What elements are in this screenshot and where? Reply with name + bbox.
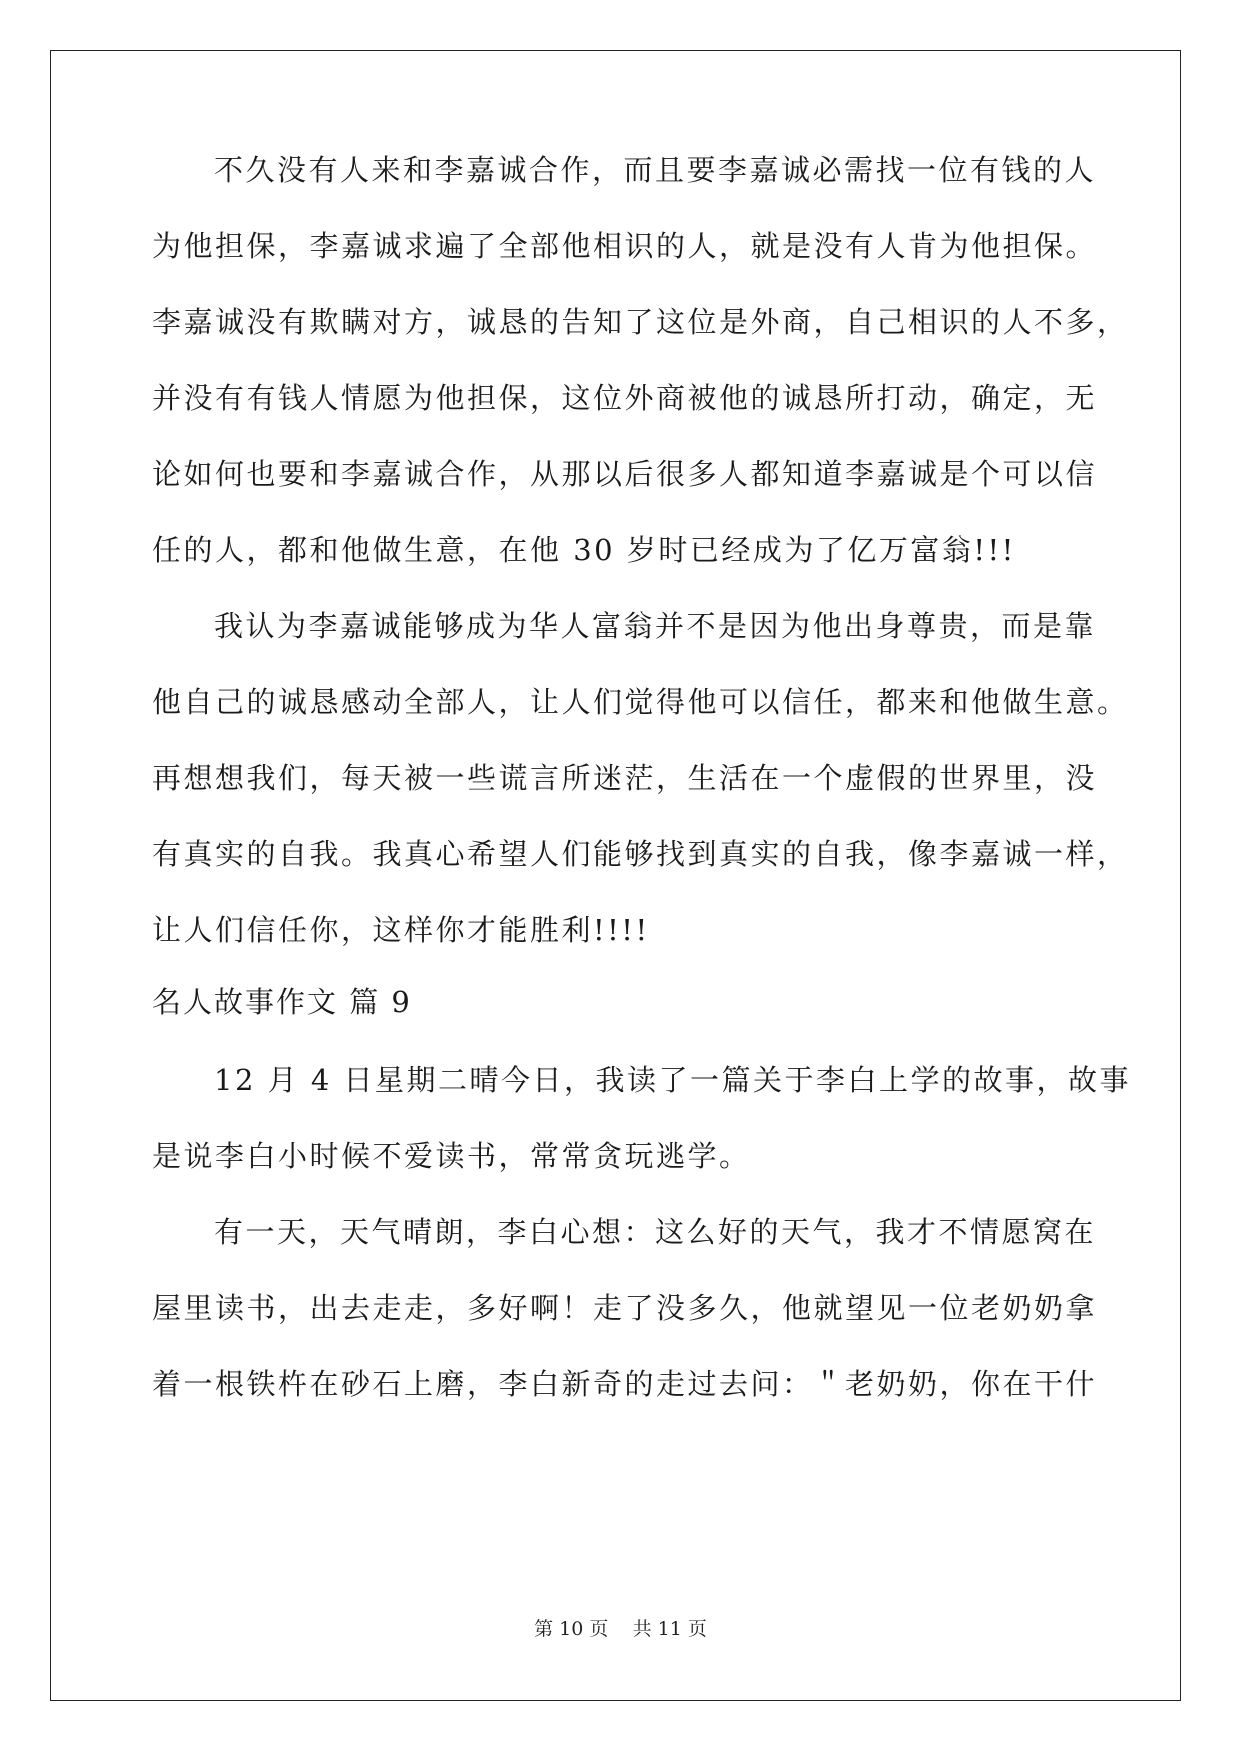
paragraph-line: 屋里读书，出去走走，多好啊！走了没多久，他就望见一位老奶奶拿 xyxy=(152,1291,1098,1325)
paragraph-line: 任的人，都和他做生意，在他 30 岁时已经成为了亿万富翁!!! xyxy=(152,533,1016,567)
page-number-total: 共 11 页 xyxy=(632,1618,707,1640)
paragraph-line: 并没有有钱人情愿为他担保，这位外商被他的诚恳所打动，确定，无 xyxy=(152,381,1098,415)
paragraph-line: 再想想我们，每天被一些谎言所迷茫，生活在一个虚假的世界里，没 xyxy=(152,761,1098,795)
footer-spacer xyxy=(608,1618,632,1640)
paragraph-line: 不久没有人来和李嘉诚合作，而且要李嘉诚必需找一位有钱的人 xyxy=(214,153,1097,187)
page-footer xyxy=(0,1617,1241,1641)
page-border xyxy=(50,50,1181,1701)
page-number-current: 第 10 页 xyxy=(534,1618,609,1640)
paragraph-line: 李嘉诚没有欺瞒对方，诚恳的告知了这位是外商，自己相识的人不多， xyxy=(152,305,1129,339)
paragraph-line: 他自己的诚恳感动全部人，让人们觉得他可以信任，都来和他做生意。 xyxy=(152,685,1129,719)
paragraph-line: 我认为李嘉诚能够成为华人富翁并不是因为他出身尊贵，而是靠 xyxy=(214,609,1097,643)
paragraph-line: 是说李白小时候不爱读书，常常贪玩逃学。 xyxy=(152,1139,751,1173)
paragraph-line: 为他担保，李嘉诚求遍了全部他相识的人，就是没有人肯为他担保。 xyxy=(152,229,1098,263)
paragraph-line: 有真实的自我。我真心希望人们能够找到真实的自我，像李嘉诚一样， xyxy=(152,837,1129,871)
paragraph-line: 让人们信任你，这样你才能胜利!!!! xyxy=(152,913,650,947)
paragraph-line: 有一天，天气晴朗，李白心想：这么好的天气，我才不情愿窝在 xyxy=(214,1215,1097,1249)
paragraph-line: 着一根铁杵在砂石上磨，李白新奇的走过去问：＂老奶奶，你在干什 xyxy=(152,1367,1098,1401)
paragraph-line: 12 月 4 日星期二晴今日，我读了一篇关于李白上学的故事，故事 xyxy=(214,1063,1132,1097)
section-heading: 名人故事作文 篇 9 xyxy=(152,985,412,1019)
paragraph-line: 论如何也要和李嘉诚合作，从那以后很多人都知道李嘉诚是个可以信 xyxy=(152,457,1098,491)
